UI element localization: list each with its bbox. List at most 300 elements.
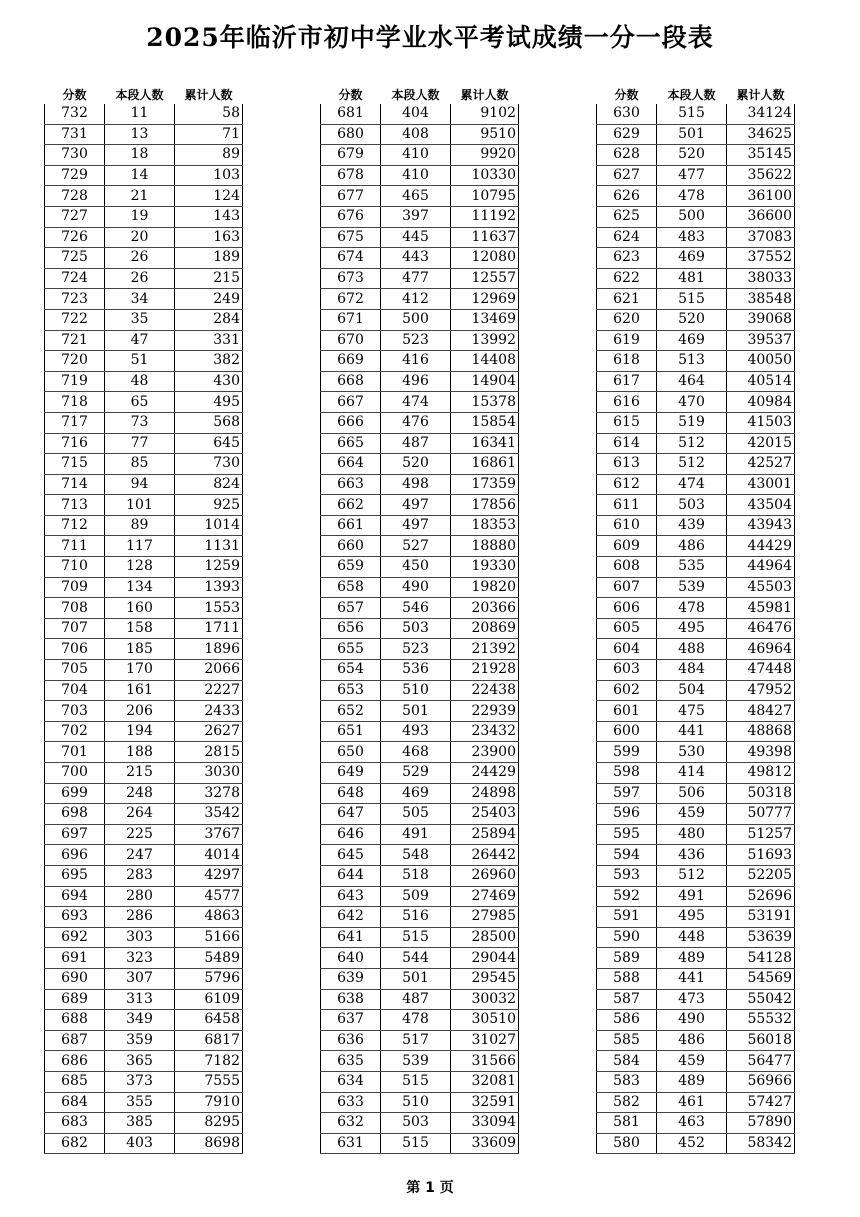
cumulative-cell: 11192 (451, 206, 519, 227)
footer-prefix: 第 (406, 1180, 421, 1196)
score-cell: 728 (45, 186, 105, 207)
table-row (321, 104, 519, 124)
count-cell: 459 (657, 804, 727, 825)
score-cell: 619 (597, 330, 657, 351)
count-cell: 488 (657, 639, 727, 660)
count-cell: 477 (381, 268, 451, 289)
score-cell: 642 (321, 907, 381, 928)
score-cell: 591 (597, 907, 657, 928)
score-cell: 668 (321, 371, 381, 392)
count-cell: 491 (657, 886, 727, 907)
count-cell: 47 (105, 330, 175, 351)
count-cell: 490 (657, 1010, 727, 1031)
table-row (321, 804, 519, 825)
cumulative-cell: 495 (175, 392, 243, 413)
count-cell: 459 (657, 1051, 727, 1072)
cumulative-cell: 11637 (451, 227, 519, 248)
count-cell: 501 (381, 701, 451, 722)
score-cell: 584 (597, 1051, 657, 1072)
score-cell: 697 (45, 824, 105, 845)
score-cell: 688 (45, 1010, 105, 1031)
header-count: 本段人数 (115, 88, 164, 102)
score-cell: 660 (321, 536, 381, 557)
table-row (597, 165, 795, 186)
count-cell: 515 (381, 1133, 451, 1154)
score-cell: 616 (597, 392, 657, 413)
score-cell: 719 (45, 371, 105, 392)
count-cell: 441 (657, 721, 727, 742)
table-row (45, 289, 243, 310)
count-cell: 497 (381, 495, 451, 516)
cumulative-cell: 47448 (727, 660, 795, 681)
table-row (597, 618, 795, 639)
cumulative-cell: 124 (175, 186, 243, 207)
score-cell: 589 (597, 948, 657, 969)
score-cell: 621 (597, 289, 657, 310)
count-cell: 510 (381, 1092, 451, 1113)
count-cell: 280 (105, 886, 175, 907)
cumulative-cell: 33094 (451, 1113, 519, 1134)
cumulative-cell: 13469 (451, 309, 519, 330)
score-cell: 711 (45, 536, 105, 557)
table-row (321, 948, 519, 969)
table-row (597, 330, 795, 351)
count-cell: 445 (381, 227, 451, 248)
count-cell: 515 (657, 104, 727, 124)
score-cell: 640 (321, 948, 381, 969)
cumulative-cell: 7910 (175, 1092, 243, 1113)
score-cell: 612 (597, 474, 657, 495)
cumulative-cell: 4014 (175, 845, 243, 866)
cumulative-cell: 39068 (727, 309, 795, 330)
cumulative-cell: 22939 (451, 701, 519, 722)
table-row (321, 124, 519, 145)
cumulative-cell: 56966 (727, 1071, 795, 1092)
cumulative-cell: 1014 (175, 515, 243, 536)
count-cell: 539 (657, 577, 727, 598)
score-table-column-2 (320, 86, 519, 1154)
cumulative-cell: 5796 (175, 968, 243, 989)
score-cell: 582 (597, 1092, 657, 1113)
cumulative-cell: 58 (175, 104, 243, 124)
table-row (45, 824, 243, 845)
table-row (321, 701, 519, 722)
cumulative-cell: 25894 (451, 824, 519, 845)
score-cell: 638 (321, 989, 381, 1010)
table-row (45, 1010, 243, 1031)
count-cell: 469 (657, 330, 727, 351)
table-row (45, 660, 243, 681)
score-cell: 615 (597, 412, 657, 433)
table-row (321, 392, 519, 413)
header-cumulative: 累计人数 (460, 88, 509, 102)
score-cell: 680 (321, 124, 381, 145)
score-cell: 645 (321, 845, 381, 866)
table-row (597, 845, 795, 866)
table-row (45, 927, 243, 948)
count-cell: 158 (105, 618, 175, 639)
score-cell: 729 (45, 165, 105, 186)
table-row (45, 186, 243, 207)
table-row (45, 227, 243, 248)
score-cell: 714 (45, 474, 105, 495)
count-cell: 513 (657, 351, 727, 372)
table-row (597, 865, 795, 886)
cumulative-cell: 42527 (727, 454, 795, 475)
score-cell: 731 (45, 124, 105, 145)
count-cell: 478 (657, 186, 727, 207)
cumulative-cell: 645 (175, 433, 243, 454)
count-cell: 496 (381, 371, 451, 392)
score-cell: 720 (45, 351, 105, 372)
cumulative-cell: 48868 (727, 721, 795, 742)
score-cell: 627 (597, 165, 657, 186)
count-cell: 373 (105, 1071, 175, 1092)
table-row (597, 824, 795, 845)
cumulative-cell: 3542 (175, 804, 243, 825)
count-cell: 501 (657, 124, 727, 145)
score-cell: 661 (321, 515, 381, 536)
count-cell: 500 (657, 206, 727, 227)
table-row (45, 907, 243, 928)
cumulative-cell: 103 (175, 165, 243, 186)
count-cell: 65 (105, 392, 175, 413)
header-count: 本段人数 (391, 88, 440, 102)
cumulative-cell: 48427 (727, 701, 795, 722)
cumulative-cell: 26442 (451, 845, 519, 866)
cumulative-cell: 1131 (175, 536, 243, 557)
cumulative-cell: 57890 (727, 1113, 795, 1134)
table-row (597, 392, 795, 413)
table-row (321, 351, 519, 372)
count-cell: 489 (657, 948, 727, 969)
score-cell: 617 (597, 371, 657, 392)
table-row (597, 1133, 795, 1154)
cumulative-cell: 55042 (727, 989, 795, 1010)
cumulative-cell: 331 (175, 330, 243, 351)
cumulative-cell: 32081 (451, 1071, 519, 1092)
cumulative-cell: 40984 (727, 392, 795, 413)
table-row (45, 454, 243, 475)
count-cell: 520 (381, 454, 451, 475)
table-row (321, 1071, 519, 1092)
table-row (597, 495, 795, 516)
count-cell: 487 (381, 433, 451, 454)
cumulative-cell: 47952 (727, 680, 795, 701)
table-row (321, 660, 519, 681)
header-score: 分数 (62, 88, 87, 102)
score-cell: 639 (321, 968, 381, 989)
score-cell: 724 (45, 268, 105, 289)
score-cell: 609 (597, 536, 657, 557)
table-row (597, 1051, 795, 1072)
count-cell: 134 (105, 577, 175, 598)
table-row (321, 968, 519, 989)
cumulative-cell: 51257 (727, 824, 795, 845)
score-cell: 622 (597, 268, 657, 289)
table-row (597, 433, 795, 454)
cumulative-cell: 49398 (727, 742, 795, 763)
cumulative-cell: 41503 (727, 412, 795, 433)
cumulative-cell: 53191 (727, 907, 795, 928)
score-cell: 653 (321, 680, 381, 701)
count-cell: 414 (657, 763, 727, 784)
cumulative-cell: 568 (175, 412, 243, 433)
cumulative-cell: 33609 (451, 1133, 519, 1154)
cumulative-cell: 2433 (175, 701, 243, 722)
score-cell: 585 (597, 1030, 657, 1051)
table-row (597, 454, 795, 475)
score-cell: 657 (321, 598, 381, 619)
count-cell: 529 (381, 763, 451, 784)
cumulative-cell: 52205 (727, 865, 795, 886)
score-cell: 629 (597, 124, 657, 145)
cumulative-cell: 30032 (451, 989, 519, 1010)
count-cell: 515 (381, 1071, 451, 1092)
count-cell: 264 (105, 804, 175, 825)
count-cell: 185 (105, 639, 175, 660)
table-row (321, 1133, 519, 1154)
cumulative-cell: 20366 (451, 598, 519, 619)
cumulative-cell: 38033 (727, 268, 795, 289)
score-cell: 658 (321, 577, 381, 598)
score-cell: 717 (45, 412, 105, 433)
score-cell: 610 (597, 515, 657, 536)
table-row (45, 721, 243, 742)
count-cell: 468 (381, 742, 451, 763)
score-cell: 695 (45, 865, 105, 886)
score-cell: 723 (45, 289, 105, 310)
count-cell: 495 (657, 618, 727, 639)
cumulative-cell: 34124 (727, 104, 795, 124)
score-cell: 637 (321, 1010, 381, 1031)
count-cell: 510 (381, 680, 451, 701)
count-cell: 463 (657, 1113, 727, 1134)
cumulative-cell: 3767 (175, 824, 243, 845)
count-cell: 323 (105, 948, 175, 969)
score-cell: 663 (321, 474, 381, 495)
count-cell: 441 (657, 968, 727, 989)
table-header-row (597, 86, 795, 104)
score-cell: 699 (45, 783, 105, 804)
score-cell: 592 (597, 886, 657, 907)
cumulative-cell: 2815 (175, 742, 243, 763)
cumulative-cell: 29545 (451, 968, 519, 989)
cumulative-cell: 1553 (175, 598, 243, 619)
score-cell: 600 (597, 721, 657, 742)
count-cell: 520 (657, 309, 727, 330)
count-cell: 503 (381, 618, 451, 639)
count-cell: 523 (381, 639, 451, 660)
score-cell: 648 (321, 783, 381, 804)
score-cell: 692 (45, 927, 105, 948)
cumulative-cell: 4577 (175, 886, 243, 907)
count-cell: 11 (105, 104, 175, 124)
table-row (597, 104, 795, 124)
table-row (597, 742, 795, 763)
cumulative-cell: 430 (175, 371, 243, 392)
table-row (45, 1030, 243, 1051)
count-cell: 303 (105, 927, 175, 948)
count-cell: 535 (657, 557, 727, 578)
count-cell: 495 (657, 907, 727, 928)
score-cell: 583 (597, 1071, 657, 1092)
cumulative-cell: 9510 (451, 124, 519, 145)
score-cell: 643 (321, 886, 381, 907)
cumulative-cell: 32591 (451, 1092, 519, 1113)
table-row (321, 845, 519, 866)
score-table-column-1 (44, 86, 243, 1154)
cumulative-cell: 56477 (727, 1051, 795, 1072)
cumulative-cell: 6458 (175, 1010, 243, 1031)
table-row (597, 639, 795, 660)
count-cell: 530 (657, 742, 727, 763)
score-cell: 597 (597, 783, 657, 804)
table-row (321, 577, 519, 598)
count-cell: 505 (381, 804, 451, 825)
count-cell: 501 (381, 968, 451, 989)
table-row (597, 186, 795, 207)
count-cell: 516 (381, 907, 451, 928)
score-cell: 593 (597, 865, 657, 886)
score-cell: 665 (321, 433, 381, 454)
cumulative-cell: 21928 (451, 660, 519, 681)
count-cell: 470 (657, 392, 727, 413)
table-row (45, 351, 243, 372)
cumulative-cell: 189 (175, 248, 243, 269)
table-row (45, 598, 243, 619)
table-row (597, 248, 795, 269)
cumulative-cell: 8698 (175, 1133, 243, 1154)
table-row (597, 948, 795, 969)
count-cell: 247 (105, 845, 175, 866)
cumulative-cell: 57427 (727, 1092, 795, 1113)
cumulative-cell: 1259 (175, 557, 243, 578)
score-cell: 650 (321, 742, 381, 763)
page-title: 2025年临沂市初中学业水平考试成绩一分一段表 (146, 23, 714, 52)
table-row (45, 248, 243, 269)
count-cell: 506 (657, 783, 727, 804)
header-cumulative: 累计人数 (736, 88, 785, 102)
cumulative-cell: 35622 (727, 165, 795, 186)
table-row (45, 763, 243, 784)
header-score: 分数 (338, 88, 363, 102)
score-cell: 656 (321, 618, 381, 639)
count-cell: 416 (381, 351, 451, 372)
score-cell: 632 (321, 1113, 381, 1134)
count-cell: 544 (381, 948, 451, 969)
table-row (597, 145, 795, 166)
count-cell: 51 (105, 351, 175, 372)
count-cell: 503 (381, 1113, 451, 1134)
score-cell: 689 (45, 989, 105, 1010)
cumulative-cell: 54128 (727, 948, 795, 969)
count-cell: 408 (381, 124, 451, 145)
count-cell: 355 (105, 1092, 175, 1113)
score-cell: 715 (45, 454, 105, 475)
count-cell: 515 (381, 927, 451, 948)
table-row (597, 1010, 795, 1031)
score-cell: 685 (45, 1071, 105, 1092)
count-cell: 498 (381, 474, 451, 495)
count-cell: 539 (381, 1051, 451, 1072)
score-cell: 732 (45, 104, 105, 124)
table-row (45, 330, 243, 351)
score-cell: 666 (321, 412, 381, 433)
table-row (45, 865, 243, 886)
count-cell: 20 (105, 227, 175, 248)
score-cell: 704 (45, 680, 105, 701)
score-cell: 702 (45, 721, 105, 742)
table-row (45, 886, 243, 907)
score-cell: 641 (321, 927, 381, 948)
score-cell: 624 (597, 227, 657, 248)
cumulative-cell: 89 (175, 145, 243, 166)
score-cell: 659 (321, 557, 381, 578)
table-row (597, 660, 795, 681)
score-cell: 687 (45, 1030, 105, 1051)
count-cell: 194 (105, 721, 175, 742)
table-row (45, 268, 243, 289)
table-row (321, 989, 519, 1010)
score-cell: 676 (321, 206, 381, 227)
table-row (45, 557, 243, 578)
table-row (597, 927, 795, 948)
count-cell: 509 (381, 886, 451, 907)
score-cell: 598 (597, 763, 657, 784)
table-row (321, 268, 519, 289)
score-cell: 580 (597, 1133, 657, 1154)
cumulative-cell: 15854 (451, 412, 519, 433)
cumulative-cell: 34625 (727, 124, 795, 145)
cumulative-cell: 22438 (451, 680, 519, 701)
count-cell: 515 (657, 289, 727, 310)
score-cell: 722 (45, 309, 105, 330)
cumulative-cell: 58342 (727, 1133, 795, 1154)
table-row (597, 783, 795, 804)
table-row (321, 927, 519, 948)
score-cell: 706 (45, 639, 105, 660)
table-row (45, 1133, 243, 1154)
cumulative-cell: 21392 (451, 639, 519, 660)
cumulative-cell: 1711 (175, 618, 243, 639)
score-cell: 581 (597, 1113, 657, 1134)
table-row (597, 1071, 795, 1092)
table-row (321, 639, 519, 660)
cumulative-cell: 7182 (175, 1051, 243, 1072)
score-cell: 644 (321, 865, 381, 886)
cumulative-cell: 26960 (451, 865, 519, 886)
score-cell: 672 (321, 289, 381, 310)
table-row (321, 680, 519, 701)
table-row (321, 886, 519, 907)
table-row (321, 145, 519, 166)
count-cell: 464 (657, 371, 727, 392)
cumulative-cell: 12969 (451, 289, 519, 310)
count-cell: 160 (105, 598, 175, 619)
score-cell: 634 (321, 1071, 381, 1092)
score-cell: 700 (45, 763, 105, 784)
count-cell: 465 (381, 186, 451, 207)
cumulative-cell: 3030 (175, 763, 243, 784)
score-cell: 667 (321, 392, 381, 413)
table-row (45, 845, 243, 866)
table-row (597, 124, 795, 145)
count-cell: 365 (105, 1051, 175, 1072)
table-row (45, 515, 243, 536)
table-row (45, 577, 243, 598)
count-cell: 404 (381, 104, 451, 124)
